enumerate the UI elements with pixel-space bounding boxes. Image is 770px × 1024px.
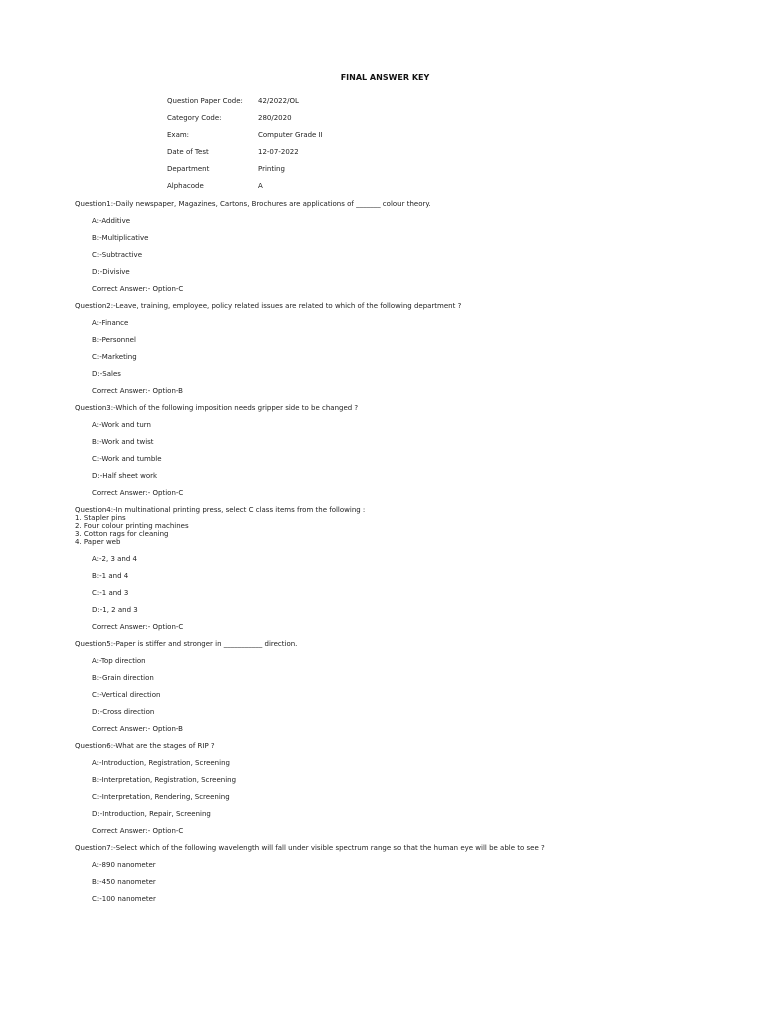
answer-option: C:-Vertical direction	[92, 691, 161, 699]
answer-option: A:-Finance	[92, 319, 129, 327]
answer-option: C:-Interpretation, Rendering, Screening	[92, 793, 230, 801]
correct-answer: Correct Answer:- Option-C	[92, 285, 184, 293]
meta-row	[167, 97, 323, 114]
answer-option: D:-Introduction, Repair, Screening	[92, 810, 211, 818]
meta-value: 42/2022/OL	[258, 97, 299, 105]
answer-option: A:-890 nanometer	[92, 861, 156, 869]
answer-option: B:-1 and 4	[92, 572, 129, 580]
answer-option: B:-Multiplicative	[92, 234, 149, 242]
answer-option: D:-Half sheet work	[92, 472, 158, 480]
question-text: Question3:-Which of the following imposition needs gripper side to be changed ?	[75, 404, 359, 412]
answer-option: C:-Marketing	[92, 353, 137, 361]
question-block	[75, 640, 735, 742]
meta-row	[167, 131, 323, 148]
answer-option: B:-Interpretation, Registration, Screening	[92, 776, 237, 784]
question-text: Question1:-Daily newspaper, Magazines, Cartons, Brochures are applications of _______ colour theory.	[75, 200, 431, 208]
exam-details	[167, 97, 323, 199]
answer-option: D:-Cross direction	[92, 708, 155, 716]
meta-label: Exam:	[167, 131, 190, 139]
answer-option: B:-Work and twist	[92, 438, 154, 446]
answer-option: D:-1, 2 and 3	[92, 606, 138, 614]
meta-value: Computer Grade II	[258, 131, 323, 139]
answer-option: C:-1 and 3	[92, 589, 129, 597]
meta-row	[167, 148, 323, 165]
question-block	[75, 506, 735, 640]
answer-option: A:-Top direction	[92, 657, 146, 665]
meta-value: 280/2020	[258, 114, 292, 122]
answer-option: B:-450 nanometer	[92, 878, 156, 886]
meta-value: A	[258, 182, 263, 190]
answer-option: C:-100 nanometer	[92, 895, 156, 903]
correct-answer: Correct Answer:- Option-C	[92, 489, 184, 497]
meta-row	[167, 182, 323, 199]
question-text: Question7:-Select which of the following wavelength will fall under visible spectrum range so that the human eye will be able to see ?	[75, 844, 545, 852]
answer-option: D:-Sales	[92, 370, 121, 378]
question-block	[75, 200, 735, 302]
correct-answer: Correct Answer:- Option-B	[92, 725, 183, 733]
meta-label: Category Code:	[167, 114, 222, 122]
meta-label: Date of Test	[167, 148, 209, 156]
answer-option: C:-Subtractive	[92, 251, 142, 259]
answer-option: B:-Personnel	[92, 336, 136, 344]
correct-answer: Correct Answer:- Option-C	[92, 827, 184, 835]
answer-option: A:-Introduction, Registration, Screening	[92, 759, 230, 767]
answer-option: A:-Work and turn	[92, 421, 151, 429]
meta-label: Department	[167, 165, 210, 173]
page-title: FINAL ANSWER KEY	[340, 73, 430, 82]
meta-value: Printing	[258, 165, 285, 173]
question-text: Question2:-Leave, training, employee, policy related issues are related to which of the following department ?	[75, 302, 462, 310]
question-block	[75, 404, 735, 506]
meta-value: 12-07-2022	[258, 148, 299, 156]
question-block	[75, 844, 735, 912]
answer-option: D:-Divisive	[92, 268, 130, 276]
meta-row	[167, 114, 323, 131]
question-list	[75, 200, 735, 912]
question-block	[75, 742, 735, 844]
meta-label: Alphacode	[167, 182, 204, 190]
correct-answer: Correct Answer:- Option-B	[92, 387, 183, 395]
question-block	[75, 302, 735, 404]
answer-option: C:-Work and tumble	[92, 455, 162, 463]
question-text: Question6:-What are the stages of RIP ?	[75, 742, 215, 750]
question-text: Question5:-Paper is stiffer and stronger in ___________ direction.	[75, 640, 298, 648]
question-text: Question4:-In multinational printing press, select C class items from the following : 1. Stapler pins 2. Four colour printing machines 3. Cotton rags for cleaning 4. Paper web	[75, 506, 366, 546]
meta-label: Question Paper Code:	[167, 97, 243, 105]
answer-option: A:-Additive	[92, 217, 131, 225]
correct-answer: Correct Answer:- Option-C	[92, 623, 184, 631]
answer-option: A:-2, 3 and 4	[92, 555, 137, 563]
answer-option: B:-Grain direction	[92, 674, 154, 682]
meta-row	[167, 165, 323, 182]
